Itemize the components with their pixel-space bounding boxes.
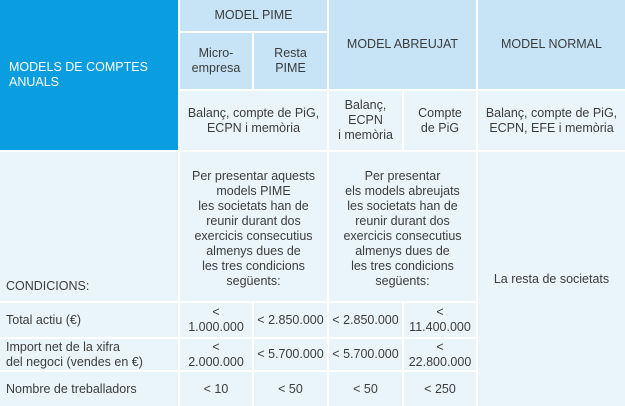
total-actiu-abreujat-a: < 2.850.000 <box>329 303 402 337</box>
import-net-resta: < 5.700.000 <box>254 339 327 370</box>
resta-pime-header: Resta PIME <box>254 33 327 89</box>
normal-conditions-text: La resta de societats <box>478 152 625 406</box>
conditions-label: CONDICIONS: <box>0 152 178 301</box>
import-net-abreujat-a: < 5.700.000 <box>329 339 402 370</box>
abreujat-contents-b: Compte de PiG <box>404 91 476 150</box>
treballadors-abreujat-a: < 50 <box>329 372 402 406</box>
abreujat-contents-a: Balanç, ECPN i memòria <box>329 91 402 150</box>
micro-empresa-header: Micro- empresa <box>180 33 252 89</box>
models-label-cell: MODELS DE COMPTES ANUALS <box>0 0 178 150</box>
pime-contents: Balanç, compte de PiG, ECPN i memòria <box>180 91 327 150</box>
model-pime-header: MODEL PIME <box>180 0 327 31</box>
total-actiu-micro: < 1.000.000 <box>180 303 252 337</box>
row-label-total-actiu: Total actiu (€) <box>0 303 178 337</box>
model-abreujat-header: MODEL ABREUJAT <box>329 0 476 89</box>
row-label-import-net: Import net de la xifra del negoci (vendes en €) <box>0 339 178 370</box>
treballadors-resta: < 50 <box>254 372 327 406</box>
import-net-abreujat-b: < 22.800.000 <box>404 339 476 370</box>
model-normal-header: MODEL NORMAL <box>478 0 625 89</box>
normal-contents: Balanç, compte de PiG, ECPN, EFE i memòria <box>478 91 625 150</box>
row-label-treballadors: Nombre de treballadors <box>0 372 178 406</box>
total-actiu-resta: < 2.850.000 <box>254 303 327 337</box>
abreujat-conditions-text: Per presentar els models abreujats les societats han de reunir durant dos exercicis consecutius almenys dues de les tres condicions següents: <box>329 152 476 301</box>
treballadors-abreujat-b: < 250 <box>404 372 476 406</box>
total-actiu-abreujat-b: < 11.400.000 <box>404 303 476 337</box>
treballadors-micro: < 10 <box>180 372 252 406</box>
pime-conditions-text: Per presentar aquests models PIME les societats han de reunir durant dos exercicis consecutius almenys dues de les tres condicions següents: <box>180 152 327 301</box>
import-net-micro: < 2.000.000 <box>180 339 252 370</box>
